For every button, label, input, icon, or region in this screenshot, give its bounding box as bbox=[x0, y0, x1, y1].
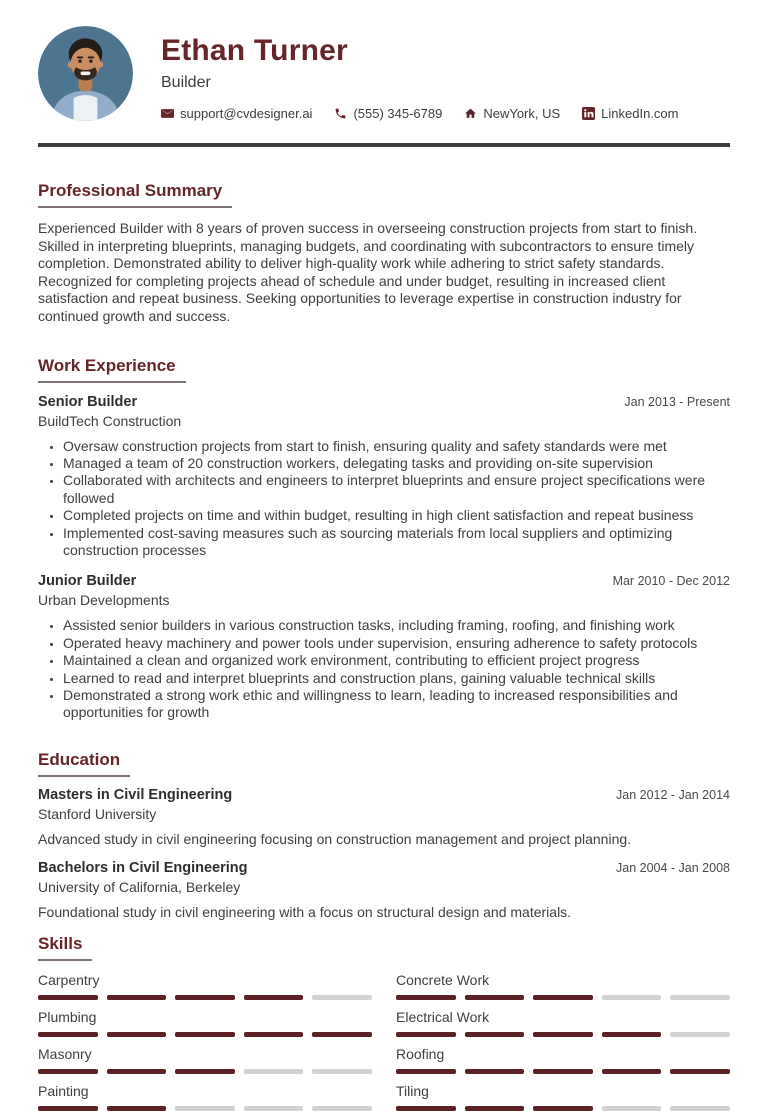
skill-bar-segment bbox=[107, 1069, 167, 1074]
education-school: Stanford University bbox=[38, 805, 157, 822]
education-description: Foundational study in civil engineering with a focus on structural design and materials. bbox=[38, 903, 572, 920]
section-heading-experience: Work Experience bbox=[38, 356, 186, 383]
skills-grid bbox=[38, 972, 730, 1111]
skill-bar-segment bbox=[533, 1106, 593, 1111]
skill-bar-segment bbox=[244, 1032, 304, 1037]
job-entry bbox=[38, 572, 730, 721]
skill-bar-segment bbox=[312, 1069, 372, 1074]
job-bullet: • Demonstrated a strong work ethic and willingness to learn, leading to increased responsibilities and opportunities for growth bbox=[63, 687, 730, 722]
skill-bar-segment bbox=[175, 995, 235, 1000]
skill-bar-segment bbox=[533, 1069, 593, 1074]
job-head bbox=[38, 572, 730, 590]
skill-bar-segment bbox=[465, 1106, 525, 1111]
education-degree: Masters in Civil Engineering bbox=[38, 786, 233, 803]
skill-bar-segment bbox=[602, 995, 662, 1000]
section-education bbox=[38, 750, 730, 921]
skill-bar-segment bbox=[244, 995, 304, 1000]
education-degree: Bachelors in Civil Engineering bbox=[38, 859, 248, 876]
skill-bar-segment bbox=[465, 1069, 525, 1074]
avatar bbox=[38, 26, 133, 121]
contact-linkedin[interactable] bbox=[582, 106, 678, 121]
contact-email[interactable] bbox=[161, 106, 312, 121]
contact-phone[interactable] bbox=[334, 106, 442, 121]
skill-bar-segment bbox=[465, 1032, 525, 1037]
skill-bar-segment bbox=[465, 995, 525, 1000]
skill-bar-segment bbox=[107, 995, 167, 1000]
job-bullet-list bbox=[38, 617, 730, 721]
contact-location[interactable] bbox=[464, 106, 560, 121]
summary-text: Experienced Builder with 8 years of proven success in overseeing construction projects from start to finish. Skilled in interpreting blueprints, managing budgets, and coordinating with subcontractors to ensure timely completion. Demonstrated ability to deliver high-quality work while adhering to strict safety standards. Recognized for completing projects ahead of schedule and under budget, resulting in increased client satisfaction and repeat business. Seeking opportunities to leverage expertise in construction industry for continued growth and success. bbox=[38, 220, 698, 324]
skill-bar-segment bbox=[312, 1106, 372, 1111]
person-name: Ethan Turner bbox=[161, 34, 348, 67]
skill-name: Carpentry bbox=[38, 971, 100, 988]
avatar-illustration bbox=[38, 26, 133, 121]
skill-bar-segment bbox=[396, 1069, 456, 1074]
skill-name: Tiling bbox=[396, 1082, 429, 1099]
skill-bar-segment bbox=[175, 1032, 235, 1037]
skill-item bbox=[396, 1009, 730, 1037]
job-company: Urban Developments bbox=[38, 592, 170, 609]
skill-bar-segment bbox=[38, 1106, 98, 1111]
skill-name: Electrical Work bbox=[396, 1008, 490, 1025]
skill-bar-segment bbox=[602, 1069, 662, 1074]
skill-bar-segment bbox=[244, 1069, 304, 1074]
phone-icon bbox=[334, 107, 347, 120]
skill-bar-segment bbox=[533, 1032, 593, 1037]
skill-level-bar bbox=[38, 995, 372, 1000]
education-description: Advanced study in civil engineering focusing on construction management and project planning. bbox=[38, 830, 632, 847]
job-bullet-list bbox=[38, 438, 730, 560]
education-dates: Jan 2004 - Jan 2008 bbox=[616, 860, 730, 875]
skill-name: Painting bbox=[38, 1082, 89, 1099]
skill-item bbox=[38, 972, 372, 1000]
header-info bbox=[161, 26, 679, 121]
job-role: Senior Builder bbox=[38, 393, 138, 410]
skill-bar-segment bbox=[670, 1069, 730, 1074]
email-icon bbox=[161, 107, 174, 120]
job-bullet: • Maintained a clean and organized work environment, contributing to efficient project progress bbox=[63, 652, 730, 669]
contact-row bbox=[161, 106, 679, 121]
skill-bar-segment bbox=[38, 1032, 98, 1037]
job-dates: Jan 2013 - Present bbox=[624, 394, 730, 409]
skill-name: Plumbing bbox=[38, 1008, 97, 1025]
contact-phone-text: (555) 345-6789 bbox=[353, 106, 443, 121]
job-bullet: • Implemented cost-saving measures such as sourcing materials from local suppliers and optimizing construction processes bbox=[63, 525, 730, 560]
skill-bar-segment bbox=[38, 1069, 98, 1074]
skill-bar-segment bbox=[396, 995, 456, 1000]
job-bullet: • Collaborated with architects and engineers to interpret blueprints and ensure project specifications were followed bbox=[63, 472, 730, 507]
skill-bar-segment bbox=[312, 995, 372, 1000]
skill-name: Concrete Work bbox=[396, 971, 490, 988]
skill-item bbox=[38, 1009, 372, 1037]
skill-bar-segment bbox=[670, 1106, 730, 1111]
contact-email-text: support@cvdesigner.ai bbox=[180, 106, 313, 121]
skill-bar-segment bbox=[396, 1032, 456, 1037]
job-role: Junior Builder bbox=[38, 573, 137, 590]
job-bullet: • Assisted senior builders in various construction tasks, including framing, roofing, and finishing work bbox=[63, 617, 730, 634]
skill-bar-segment bbox=[602, 1106, 662, 1111]
section-skills bbox=[38, 934, 730, 1111]
skill-item bbox=[396, 1083, 730, 1111]
skill-bar-segment bbox=[107, 1106, 167, 1111]
job-bullet: • Operated heavy machinery and power tools under supervision, ensuring adherence to safety protocols bbox=[63, 635, 730, 652]
skill-item bbox=[38, 1083, 372, 1111]
skill-level-bar bbox=[396, 1069, 730, 1074]
education-head bbox=[38, 786, 730, 804]
education-dates: Jan 2012 - Jan 2014 bbox=[616, 787, 730, 802]
skill-item bbox=[396, 972, 730, 1000]
job-bullet: • Completed projects on time and within budget, resulting in high client satisfaction and repeat business bbox=[63, 507, 730, 524]
job-company: BuildTech Construction bbox=[38, 412, 182, 429]
skill-bar-segment bbox=[670, 1032, 730, 1037]
job-entry bbox=[38, 393, 730, 560]
section-professional-summary bbox=[38, 181, 730, 326]
home-icon bbox=[464, 107, 477, 120]
section-work-experience bbox=[38, 356, 730, 722]
skill-level-bar bbox=[396, 1106, 730, 1111]
skill-item bbox=[38, 1046, 372, 1074]
job-bullet: • Managed a team of 20 construction workers, delegating tasks and providing on-site supervision bbox=[63, 455, 730, 472]
header bbox=[38, 26, 730, 121]
skill-level-bar bbox=[396, 1032, 730, 1037]
header-divider bbox=[38, 143, 730, 147]
skill-level-bar bbox=[38, 1032, 372, 1037]
skill-bar-segment bbox=[312, 1032, 372, 1037]
education-head bbox=[38, 859, 730, 877]
skill-bar-segment bbox=[107, 1032, 167, 1037]
skill-bar-segment bbox=[533, 995, 593, 1000]
skill-bar-segment bbox=[396, 1106, 456, 1111]
skill-bar-segment bbox=[175, 1106, 235, 1111]
skill-name: Roofing bbox=[396, 1045, 445, 1062]
linkedin-icon bbox=[582, 107, 595, 120]
section-heading-education: Education bbox=[38, 750, 130, 777]
job-dates: Mar 2010 - Dec 2012 bbox=[612, 574, 730, 589]
job-head bbox=[38, 393, 730, 411]
skill-bar-segment bbox=[602, 1032, 662, 1037]
job-title: Builder bbox=[161, 74, 211, 91]
education-entry bbox=[38, 786, 730, 848]
skill-bar-segment bbox=[175, 1069, 235, 1074]
skill-bar-segment bbox=[38, 995, 98, 1000]
skill-level-bar bbox=[38, 1069, 372, 1074]
job-bullet: • Learned to read and interpret blueprints and construction plans, gaining valuable technical skills bbox=[63, 670, 730, 687]
skill-bar-segment bbox=[670, 995, 730, 1000]
section-heading-summary: Professional Summary bbox=[38, 181, 232, 208]
skill-item bbox=[396, 1046, 730, 1074]
skill-bar-segment bbox=[244, 1106, 304, 1111]
contact-linkedin-text: LinkedIn.com bbox=[601, 106, 679, 121]
section-heading-skills: Skills bbox=[38, 934, 92, 961]
job-bullet: • Oversaw construction projects from start to finish, ensuring quality and safety standards were met bbox=[63, 438, 730, 455]
skill-name: Masonry bbox=[38, 1045, 92, 1062]
education-entry bbox=[38, 859, 730, 921]
skill-level-bar bbox=[38, 1106, 372, 1111]
skill-level-bar bbox=[396, 995, 730, 1000]
contact-location-text: NewYork, US bbox=[483, 106, 561, 121]
education-school: University of California, Berkeley bbox=[38, 878, 241, 895]
